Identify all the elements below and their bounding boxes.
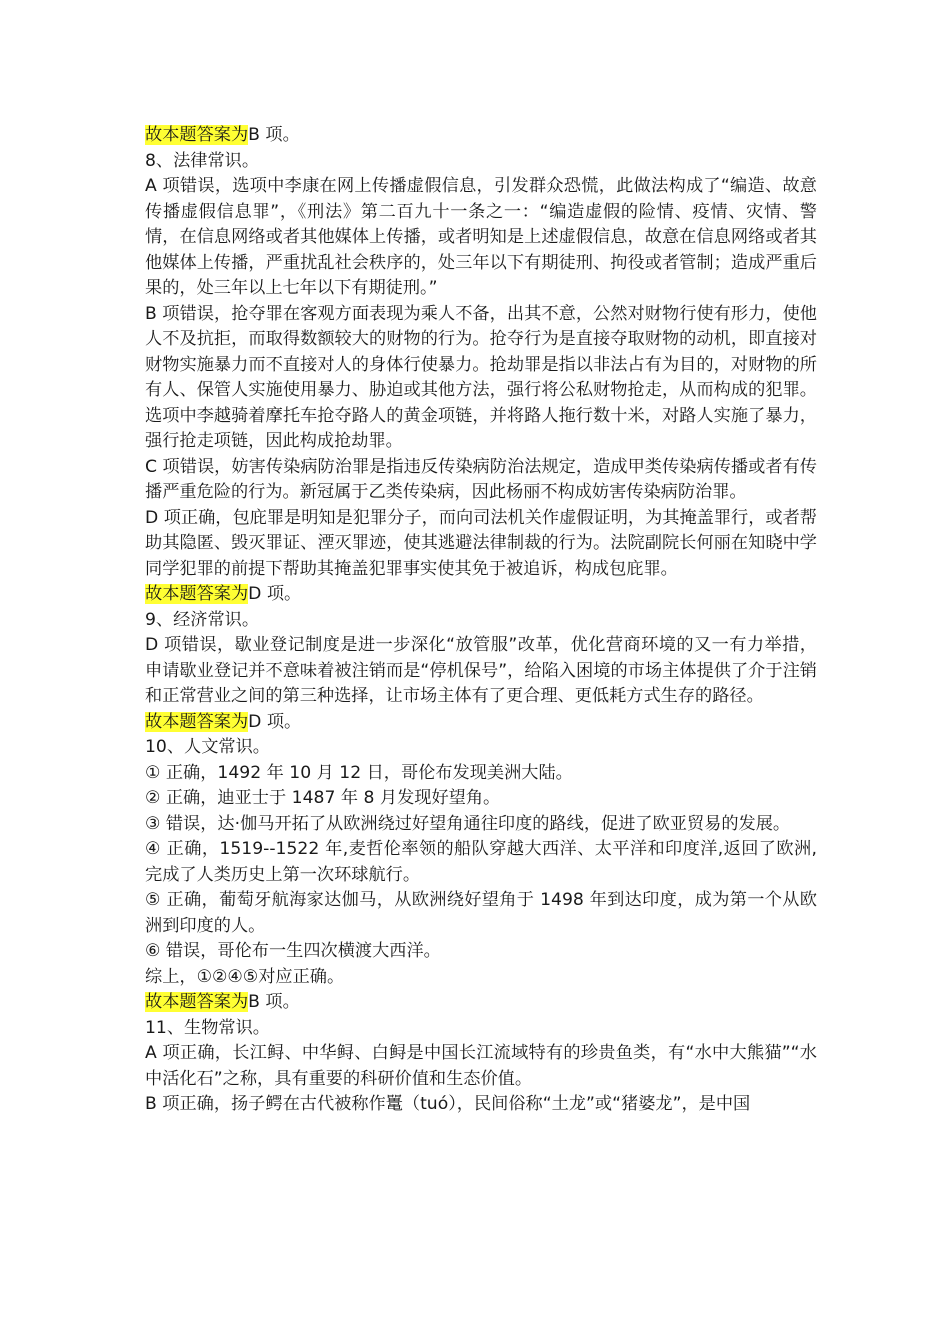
list-item: ⑥ 错误，哥伦布一生四次横渡大西洋。 — [145, 941, 441, 961]
answer-highlight: 故本题答案为 — [145, 125, 249, 145]
answer-option: B 项。 — [248, 125, 300, 145]
answer-line — [145, 990, 817, 1016]
explanation-paragraph: C 项错误，妨害传染病防治罪是指违反传染病防治法规定，造成甲类传染病传播或者有传播严重危险的行为。新冠属于乙类传染病，因此杨丽不构成妨害传染病防治罪。 — [145, 456, 817, 502]
answer-line — [145, 582, 817, 608]
answer-line — [145, 123, 817, 149]
answer-highlight: 故本题答案为 — [145, 584, 249, 604]
document-body — [145, 123, 817, 1118]
list-item: ④ 正确，1519--1522 年,麦哲伦率领的船队穿越大西洋、太平洋和印度洋,返回了欧洲,完成了人类历史上第一次环球航行。 — [145, 839, 817, 885]
section-heading-economy: 9、经济常识。 — [145, 609, 260, 630]
explanation-paragraph: B 项错误，抢夺罪在客观方面表现为乘人不备，出其不意，公然对财物行使有形力，使他人不及抗拒，而取得数额较大的财物的行为。抢夺行为是直接夺取财物的动机，即直接对财物实施暴力而不直接对人的身体行使暴力。抢劫罪是指以非法占有为目的，对财物的所有人、保管人实施使用暴力、胁迫或其他方法，强行将公私财物抢走，从而构成的犯罪。选项中李越骑着摩托车抢夺路人的黄金项链，并将路人拖行数十米，对路人实施了暴力，强行抢走项链，因此构成抢劫罪。 — [145, 303, 817, 451]
answer-option: D 项。 — [248, 711, 302, 732]
answer-line — [145, 710, 817, 736]
explanation-paragraph: A 项错误，选项中李康在网上传播虚假信息，引发群众恐慌，此做法构成了“编造、故意传播虚假信息罪”，《刑法》第二百九十一条之一：“编造虚假的险情、疫情、灾情、警情，在信息网络或者其他媒体上传播，或者明知是上述虚假信息，故意在信息网络或者其他媒体上传播，严重扰乱社会秩序的，处三年以下有期徒刑、拘役或者管制；造成严重后果的，处三年以上七年以下有期徒刑。” — [145, 176, 817, 298]
explanation-paragraph: D 项正确，包庇罪是明知是犯罪分子，而向司法机关作虚假证明，为其掩盖罪行，或者帮助其隐匿、毁灭罪证、湮灭罪迹，使其逃避法律制裁的行为。法院副院长何丽在知晓中学同学犯罪的前提下帮助其掩盖犯罪事实使其免于被追诉，构成包庇罪。 — [145, 507, 817, 579]
list-item: ③ 错误，达·伽马开拓了从欧洲绕过好望角通往印度的路线，促进了欧亚贸易的发展。 — [145, 813, 791, 834]
explanation-paragraph: A 项正确，长江鲟、中华鲟、白鲟是中国长江流域特有的珍贵鱼类，有“水中大熊猫”“水中活化石”之称，具有重要的科研价值和生态价值。 — [145, 1043, 817, 1089]
summary-line: 综上，①②④⑤对应正确。 — [145, 966, 345, 987]
section-heading-humanities: 10、人文常识。 — [145, 737, 270, 757]
section-heading-law: 8、法律常识。 — [145, 150, 260, 171]
explanation-paragraph: D 项错误，歇业登记制度是进一步深化“放管服”改革，优化营商环境的又一有力举措，申请歇业登记并不意味着被注销而是“停机保号”，给陷入困境的市场主体提供了介于注销和正常营业之间的第三种选择，让市场主体有了更合理、更低耗方式生存的路径。 — [145, 635, 817, 706]
list-item: ① 正确，1492 年 10 月 12 日，哥伦布发现美洲大陆。 — [145, 762, 573, 783]
answer-highlight: 故本题答案为 — [145, 711, 249, 732]
answer-option: D 项。 — [248, 584, 302, 604]
list-item: ⑤ 正确，葡萄牙航海家达伽马，从欧洲绕好望角于 1498 年到达印度，成为第一个从欧洲到印度的人。 — [145, 890, 817, 936]
section-heading-biology: 11、生物常识。 — [145, 1017, 270, 1038]
answer-highlight: 故本题答案为 — [145, 992, 249, 1012]
list-item: ② 正确，迪亚士于 1487 年 8 月发现好望角。 — [145, 788, 501, 808]
answer-option: B 项。 — [248, 992, 300, 1012]
explanation-paragraph: B 项正确，扬子鳄在古代被称作鼍（tuó），民间俗称“土龙”或“猪婆龙”，是中国 — [145, 1094, 751, 1114]
